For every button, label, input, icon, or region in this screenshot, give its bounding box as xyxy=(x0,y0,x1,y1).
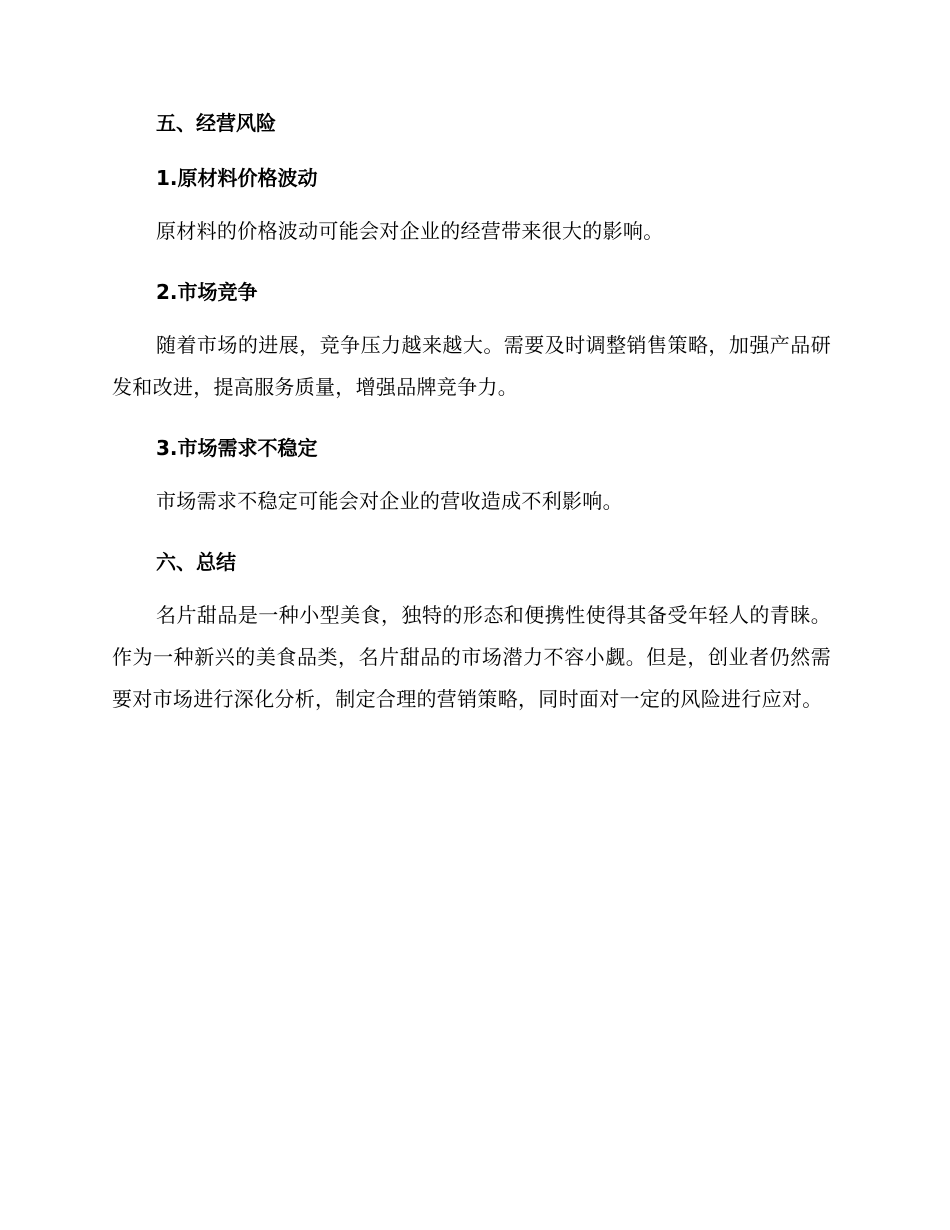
subheading-market-competition: 2.市场竞争 xyxy=(156,280,258,304)
section-heading-business-risk: 五、经营风险 xyxy=(156,111,276,135)
subheading-raw-material-price: 1.原材料价格波动 xyxy=(156,166,318,190)
paragraph-unstable-demand: 市场需求不稳定可能会对企业的营收造成不利影响。 xyxy=(156,489,623,513)
paragraph-summary: 名片甜品是一种小型美食，独特的形态和便携性使得其备受年轻人的青睐。作为一种新兴的美食品类，名片甜品的市场潜力不容小觑。但是，创业者仍然需要对市场进行深化分析，制定合理的营销策略，同时面对一定的风险进行应对。 xyxy=(112,603,831,711)
paragraph-market-competition: 随着市场的进展，竞争压力越来越大。需要及时调整销售策略，加强产品研发和改进，提高服务质量，增强品牌竞争力。 xyxy=(112,333,831,399)
subheading-unstable-demand: 3.市场需求不稳定 xyxy=(156,436,318,460)
section-heading-summary: 六、总结 xyxy=(156,550,236,574)
paragraph-raw-material-price: 原材料的价格波动可能会对企业的经营带来很大的影响。 xyxy=(156,219,664,243)
